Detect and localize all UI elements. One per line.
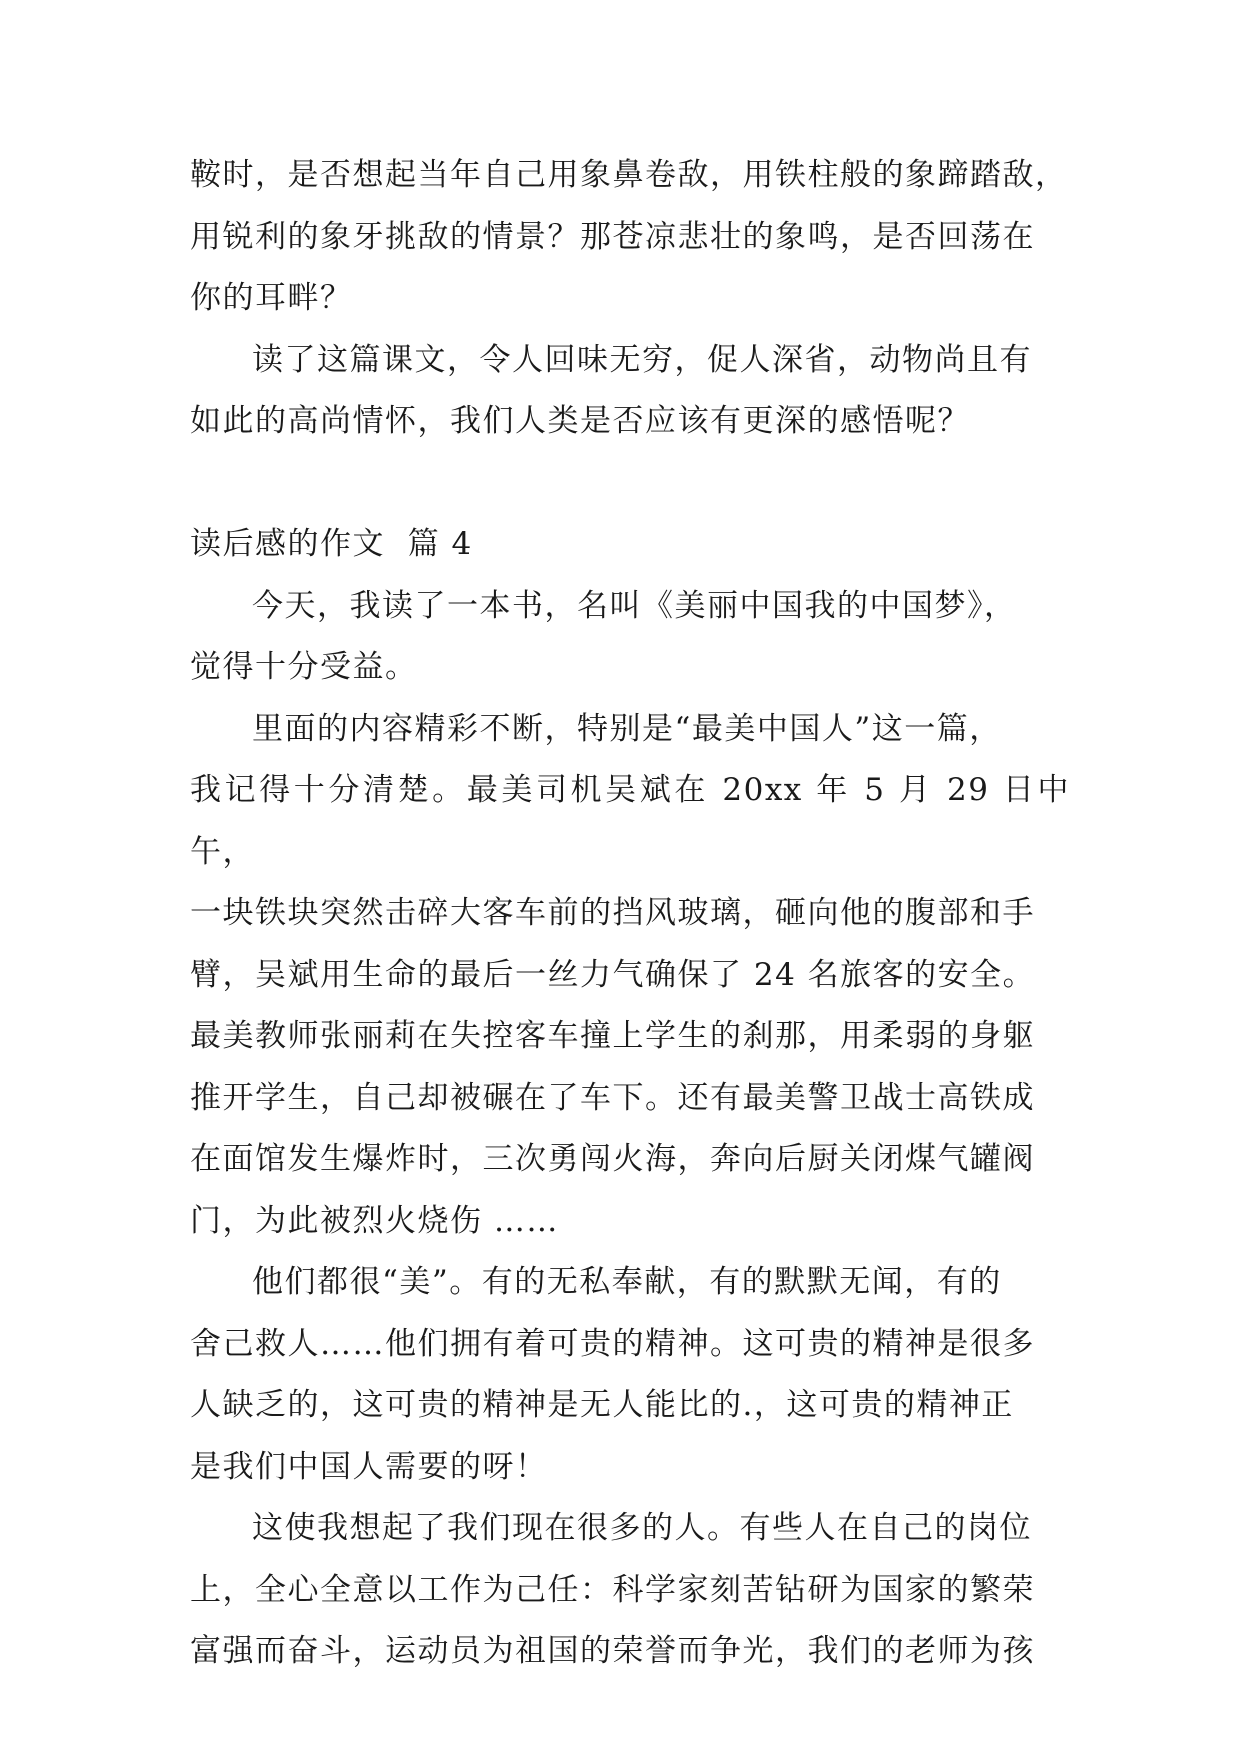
text-line: 人缺乏的，这可贵的精神是无人能比的.，这可贵的精神正 <box>190 1387 1014 1423</box>
paragraph <box>190 699 1070 1253</box>
text-line: 是我们中国人需要的呀！ <box>190 1448 548 1485</box>
text-line: 门，为此被烈火烧伤 …… <box>190 1202 559 1239</box>
paragraph <box>190 1252 1070 1498</box>
text-line: 如此的高尚情怀，我们人类是否应该有更深的感悟呢？ <box>190 403 970 439</box>
text-line: 这使我想起了我们现在很多的人。有些人在自己的岗位 <box>252 1510 1032 1546</box>
paragraph <box>190 576 1070 699</box>
paragraph <box>190 1498 1070 1683</box>
text-line: 觉得十分受益。 <box>190 649 418 685</box>
text-line: 富强而奋斗，运动员为祖国的荣誉而争光，我们的老师为孩 <box>190 1633 1035 1669</box>
text-line: 今天，我读了一本书，名叫《美丽中国我的中国梦》， <box>252 587 1017 624</box>
continuation-paragraph <box>190 145 1070 330</box>
text-line: 我记得十分清楚。最美司机吴斌在 20xx 年 5 月 29 日中午， <box>190 772 1070 870</box>
document-body <box>190 145 1070 1683</box>
text-line: 一块铁块突然击碎大客车前的挡风玻璃，砸向他的腹部和手 <box>190 895 1035 931</box>
text-line: 你的耳畔？ <box>190 280 353 316</box>
text-line: 臂，吴斌用生命的最后一丝力气确保了 24 名旅客的安全。 <box>190 956 1036 993</box>
text-line: 鞍时，是否想起当年自己用象鼻卷敌，用铁柱般的象蹄踏敌， <box>190 157 1068 193</box>
text-line: 最美教师张丽莉在失控客车撞上学生的刹那，用柔弱的身躯 <box>190 1018 1035 1054</box>
text-line: 在面馆发生爆炸时，三次勇闯火海，奔向后厨关闭煤气罐阀 <box>190 1141 1035 1177</box>
text-line: 读了这篇课文，令人回味无穷，促人深省，动物尚且有 <box>252 341 1032 378</box>
text-line: 上，全心全意以工作为己任：科学家刻苦钻研为国家的繁荣 <box>190 1571 1035 1608</box>
text-line: 舍己救人……他们拥有着可贵的精神。这可贵的精神是很多 <box>190 1325 1035 1362</box>
text-line: 推开学生，自己却被碾在了车下。还有最美警卫战士高铁成 <box>190 1079 1035 1116</box>
closing-paragraph <box>190 330 1070 453</box>
text-line: 他们都很“美”。有的无私奉献，有的默默无闻，有的 <box>252 1264 1002 1300</box>
text-line: 里面的内容精彩不断，特别是“最美中国人”这一篇， <box>252 710 1002 747</box>
section-heading: 读后感的作文 篇 4 <box>190 526 473 562</box>
text-line: 用锐利的象牙挑敌的情景？那苍凉悲壮的象鸣，是否回荡在 <box>190 218 1035 255</box>
